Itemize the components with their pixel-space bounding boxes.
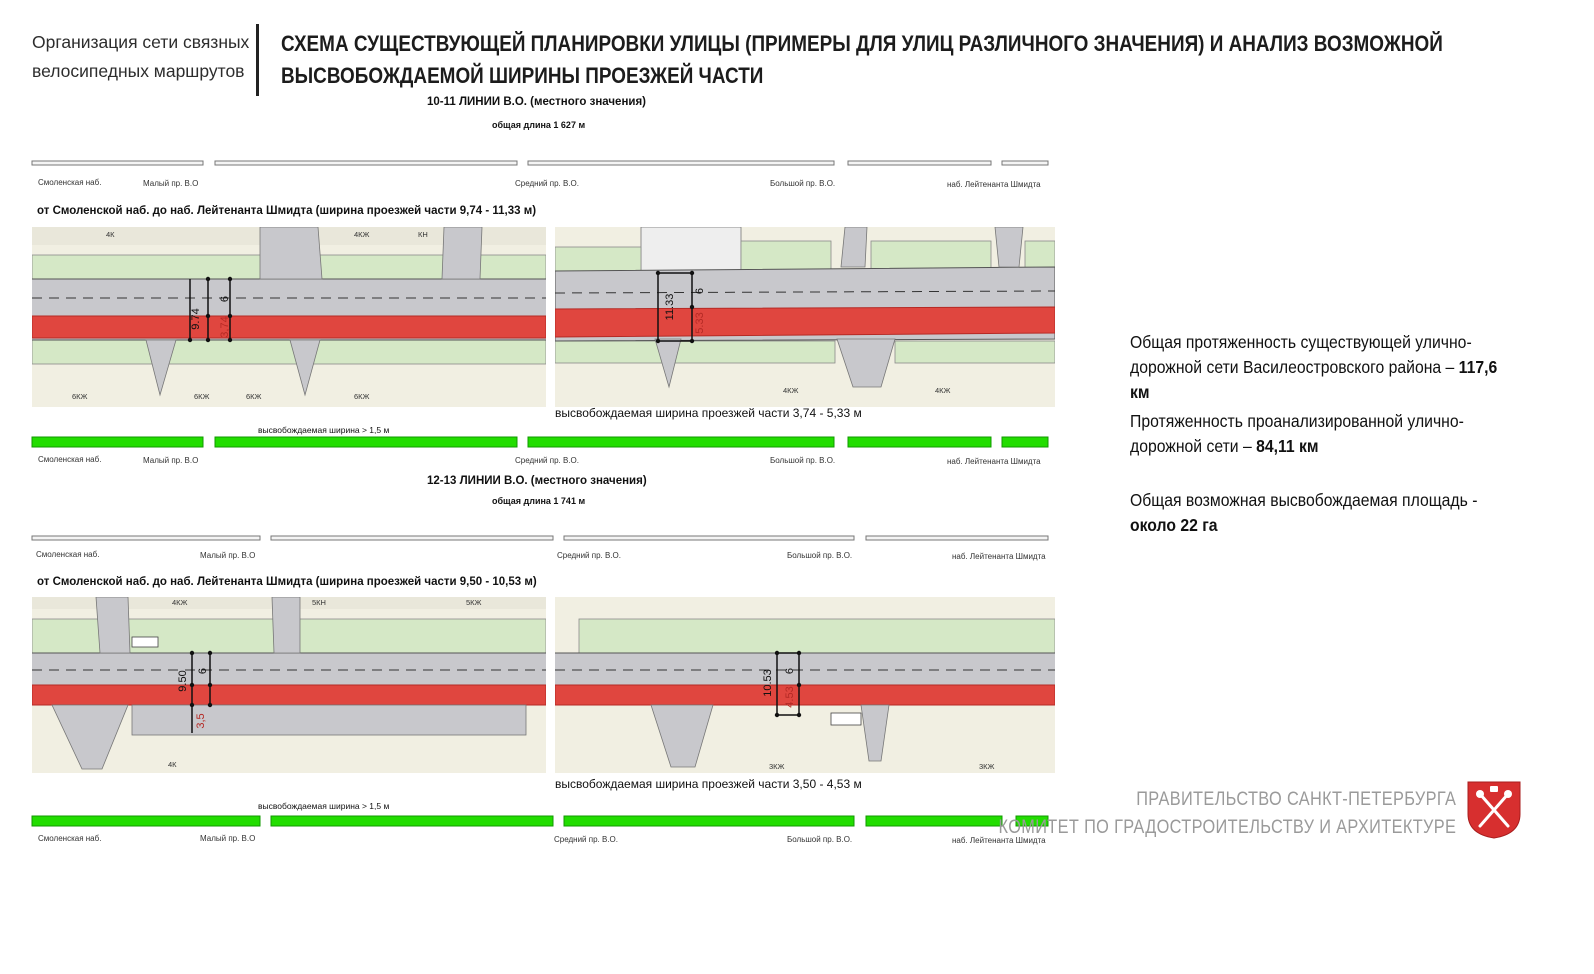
s1-map-label-9: 4КЖ: [935, 386, 951, 395]
s1-top-label-shmidta: наб. Лейтенанта Шмидта: [947, 180, 1041, 189]
s1-bottom-label-sredny: Средний пр. В.О.: [515, 456, 579, 465]
section1-plan-right: [555, 227, 1055, 407]
s1-top-label-smolenskaya: Смоленская наб.: [38, 178, 102, 187]
gov-line-1: ПРАВИТЕЛЬСТВО САНКТ-ПЕТЕРБУРГА: [1135, 789, 1456, 810]
government-label: [998, 786, 1456, 842]
section2-title: 12-13 ЛИНИИ В.О. (местного значения): [427, 475, 647, 487]
stat-total-network-text: Общая протяженность существующей улично-дорожной сети Василеостровского района –: [1130, 332, 1472, 377]
gov-line-2: КОМИТЕТ ПО ГРАДОСТРОИТЕЛЬСТВУ И АРХИТЕКТУРЕ: [998, 817, 1456, 838]
section2-overview-bottom: [30, 813, 1060, 829]
s1-right-dim-lane: 6: [694, 287, 706, 295]
s2-bottom-label-bolshoy: Большой пр. В.О.: [787, 835, 853, 844]
stat-freed-area: [1130, 488, 1508, 538]
s2-free-width-small: высвобождаемая ширина > 1,5 м: [258, 801, 390, 811]
s1-free-width-range: высвобождаемая ширина проезжей части 3,74 - 5,33 м: [555, 406, 862, 420]
s2-bottom-label-shmidta: наб. Лейтенанта Шмидта: [952, 836, 1046, 845]
section2-length: общая длина 1 741 м: [492, 496, 586, 506]
stat-freed-area-text: Общая возможная высвобождаемая площадь -: [1130, 490, 1478, 510]
stat-analyzed-network-text: Протяженность проанализированной улично-дорожной сети –: [1130, 411, 1464, 456]
s2-map-label-5: 3КЖ: [769, 762, 785, 771]
s1-map-label-2: 4КЖ: [354, 230, 370, 239]
title-line-1: СХЕМА СУЩЕСТВУЮЩЕЙ ПЛАНИРОВКИ УЛИЦЫ (ПРИМЕРЫ ДЛЯ УЛИЦ РАЗЛИЧНОГО ЗНАЧЕНИЯ) И АНАЛИЗ ВОЗМОЖНОЙ: [281, 31, 1443, 56]
s1-map-label-5: 6КЖ: [194, 392, 210, 401]
section1-overview-top: [30, 155, 1060, 175]
stat-total-network-value: 117,6 км: [1130, 357, 1498, 402]
s2-map-label-1: 4КЖ: [172, 598, 188, 607]
section2-plan-left: [32, 597, 546, 773]
org-line-1: Организация сети связных: [32, 32, 250, 52]
s1-left-dim-freed: 3,74: [219, 316, 231, 338]
s2-free-width-range: высвобождаемая ширина проезжей части 3,50 - 4,53 м: [555, 777, 862, 791]
s1-bottom-label-smolenskaya: Смоленская наб.: [38, 455, 102, 464]
section1-plan-left: [32, 227, 546, 407]
s2-map-label-4: 4К: [168, 760, 177, 769]
section1-overview-bottom: [30, 434, 1060, 450]
s1-bottom-label-maly: Малый пр. В.О: [143, 456, 199, 465]
s2-map-label-6: 3КЖ: [979, 762, 995, 771]
s1-right-dim-freed: 5.33: [694, 312, 706, 334]
s1-bottom-label-bolshoy: Большой пр. В.О.: [770, 456, 836, 465]
s1-left-dim-lane: 6: [219, 295, 231, 303]
stat-analyzed-network-value: 84,11 км: [1256, 436, 1319, 456]
s1-map-label-3: КН: [418, 230, 428, 239]
s2-top-label-bolshoy: Большой пр. В.О.: [787, 551, 853, 560]
s2-bottom-label-sredny: Средний пр. В.О.: [554, 835, 618, 844]
s1-map-label-8: 4КЖ: [783, 386, 799, 395]
s1-top-label-maly: Малый пр. В.О: [143, 179, 199, 188]
s1-bottom-label-shmidta: наб. Лейтенанта Шмидта: [947, 457, 1041, 466]
s1-map-label-1: 4К: [106, 230, 115, 239]
section1-length: общая длина 1 627 м: [492, 120, 586, 130]
s1-map-label-7: 6КЖ: [354, 392, 370, 401]
section1-subtitle: от Смоленской наб. до наб. Лейтенанта Шмидта (ширина проезжей части 9,74 - 11,33 м): [37, 205, 537, 217]
section1-title: 10-11 ЛИНИИ В.О. (местного значения): [427, 96, 647, 108]
s1-map-label-4: 6КЖ: [72, 392, 88, 401]
s1-top-label-bolshoy: Большой пр. В.О.: [770, 179, 836, 188]
s2-map-label-3: 5КЖ: [466, 598, 482, 607]
s2-map-label-2: 5КН: [312, 598, 326, 607]
stat-total-network: [1130, 330, 1508, 405]
s1-right-dim-total: 11.33: [664, 293, 676, 321]
org-line-2: велосипедных маршрутов: [32, 61, 245, 81]
s2-bottom-label-maly: Малый пр. В.О: [200, 834, 256, 843]
s2-left-dim-total: 9.50: [177, 670, 189, 692]
section2-overview-top: [30, 530, 1060, 550]
s2-top-label-maly: Малый пр. В.О: [200, 551, 256, 560]
s2-top-label-smolenskaya: Смоленская наб.: [36, 550, 100, 559]
s1-left-dim-total: 9.74: [190, 308, 202, 330]
s2-right-dim-lane: 6: [784, 667, 796, 675]
s2-left-dim-freed: 3,5: [195, 713, 207, 729]
header-divider: [256, 24, 259, 96]
s2-bottom-label-smolenskaya: Смоленская наб.: [38, 834, 102, 843]
s2-right-dim-total: 10.53: [762, 669, 774, 697]
organization-label: [32, 28, 249, 86]
saint-petersburg-emblem-icon: [1466, 780, 1522, 840]
s1-free-width-small: высвобождаемая ширина > 1,5 м: [258, 425, 390, 435]
s2-right-dim-freed: 4.53: [784, 686, 796, 708]
s1-top-label-sredny: Средний пр. В.О.: [515, 179, 579, 188]
s2-top-label-sredny: Средний пр. В.О.: [557, 551, 621, 560]
s2-top-label-shmidta: наб. Лейтенанта Шмидта: [952, 552, 1046, 561]
page-title: [281, 28, 1443, 92]
s1-map-label-6: 6КЖ: [246, 392, 262, 401]
title-line-2: ВЫСВОБОЖДАЕМОЙ ШИРИНЫ ПРОЕЗЖЕЙ ЧАСТИ: [281, 63, 764, 88]
section2-plan-right: [555, 597, 1055, 773]
s2-left-dim-lane: 6: [197, 667, 209, 675]
section2-subtitle: от Смоленской наб. до наб. Лейтенанта Шмидта (ширина проезжей части 9,50 - 10,53 м): [37, 576, 537, 588]
stat-freed-area-value: около 22 га: [1130, 515, 1218, 535]
stat-analyzed-network: [1130, 409, 1508, 459]
